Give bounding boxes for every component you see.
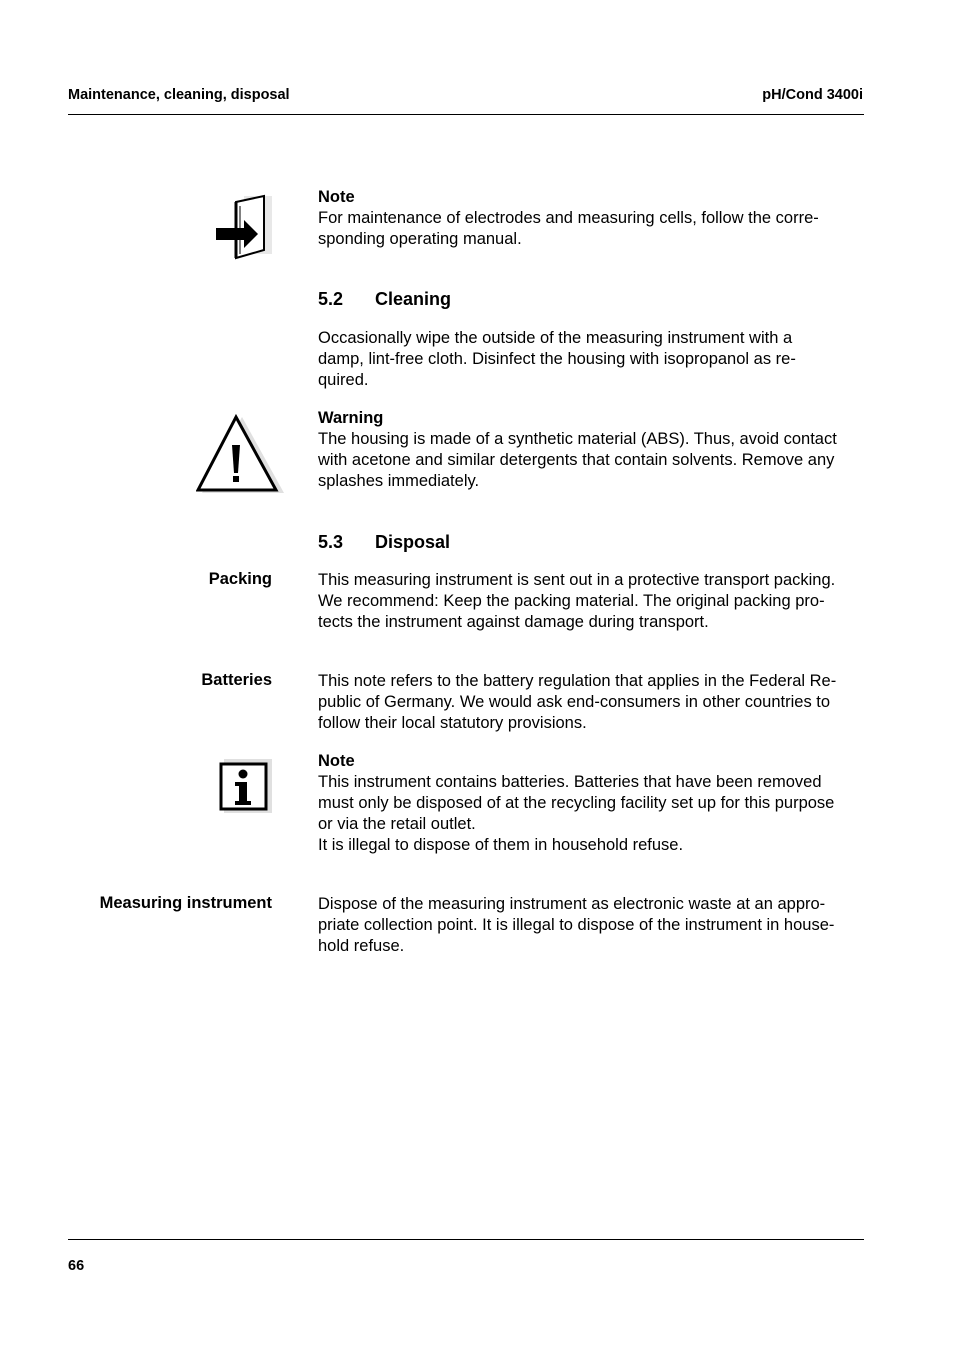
note-maintenance — [318, 187, 866, 250]
note-text-line: It is illegal to dispose of them in household refuse. — [318, 836, 684, 854]
running-header-title: Maintenance, cleaning, disposal — [68, 87, 290, 103]
paragraph-line: Occasionally wipe the outside of the measuring instrument with a — [318, 329, 793, 347]
measuring-instrument-paragraph — [318, 894, 866, 957]
note-text-line: This instrument contains batteries. Batteries that have been removed — [318, 773, 822, 791]
cleaning-paragraph — [318, 328, 866, 391]
warning-title: Warning — [318, 409, 384, 427]
side-label-batteries: Batteries — [201, 671, 272, 689]
packing-paragraph — [318, 570, 866, 633]
warning-text-line: splashes immediately. — [318, 472, 480, 490]
side-label-measuring-instrument: Measuring instrument — [99, 894, 272, 912]
note-text-line: or via the retail outlet. — [318, 815, 476, 833]
warning-text-line: with acetone and similar detergents that contain solvents. Remove any — [318, 451, 835, 469]
note-text-line: must only be disposed of at the recycling facility set up for this purpose — [318, 794, 835, 812]
section-number: 5.3 — [318, 532, 344, 552]
section-title: Cleaning — [375, 289, 452, 309]
paragraph-line: follow their local statutory provisions. — [318, 714, 587, 732]
batteries-paragraph — [318, 671, 866, 734]
side-label-packing: Packing — [208, 570, 272, 588]
paragraph-line: public of Germany. We would ask end-consumers in other countries to — [318, 693, 831, 711]
paragraph-line: priate collection point. It is illegal to dispose of the instrument in house- — [318, 916, 835, 934]
note-title: Note — [318, 752, 355, 770]
paragraph-line: This note refers to the battery regulation that applies in the Federal Re- — [318, 672, 837, 690]
paragraph-line: damp, lint-free cloth. Disinfect the housing with isopropanol as re- — [318, 350, 796, 368]
paragraph-line: We recommend: Keep the packing material. The original packing pro- — [318, 592, 825, 610]
note-text-line: For maintenance of electrodes and measuring cells, follow the corre- — [318, 209, 819, 227]
paragraph-line: Dispose of the measuring instrument as electronic waste at an appro- — [318, 895, 826, 913]
warning-block — [318, 408, 866, 492]
section-heading-disposal — [318, 532, 450, 553]
warning-triangle-icon — [196, 411, 286, 500]
section-number: 5.2 — [318, 289, 344, 309]
paragraph-line: tects the instrument against damage during transport. — [318, 613, 709, 631]
paragraph-line: hold refuse. — [318, 937, 405, 955]
note-title: Note — [318, 188, 355, 206]
paragraph-line: quired. — [318, 371, 369, 389]
note-batteries — [318, 751, 866, 856]
running-header-product: pH/Cond 3400i — [762, 87, 863, 103]
info-icon — [218, 757, 274, 820]
note-text-line: sponding operating manual. — [318, 230, 522, 248]
section-title: Disposal — [375, 532, 451, 552]
header-rule — [68, 114, 864, 115]
paragraph-line: This measuring instrument is sent out in a protective transport packing. — [318, 571, 836, 589]
warning-text-line: The housing is made of a synthetic material (ABS). Thus, avoid contact — [318, 430, 837, 448]
section-heading-cleaning — [318, 289, 451, 310]
page-number: 66 — [68, 1258, 85, 1274]
manual-reference-icon — [214, 192, 276, 267]
footer-rule — [68, 1239, 864, 1240]
